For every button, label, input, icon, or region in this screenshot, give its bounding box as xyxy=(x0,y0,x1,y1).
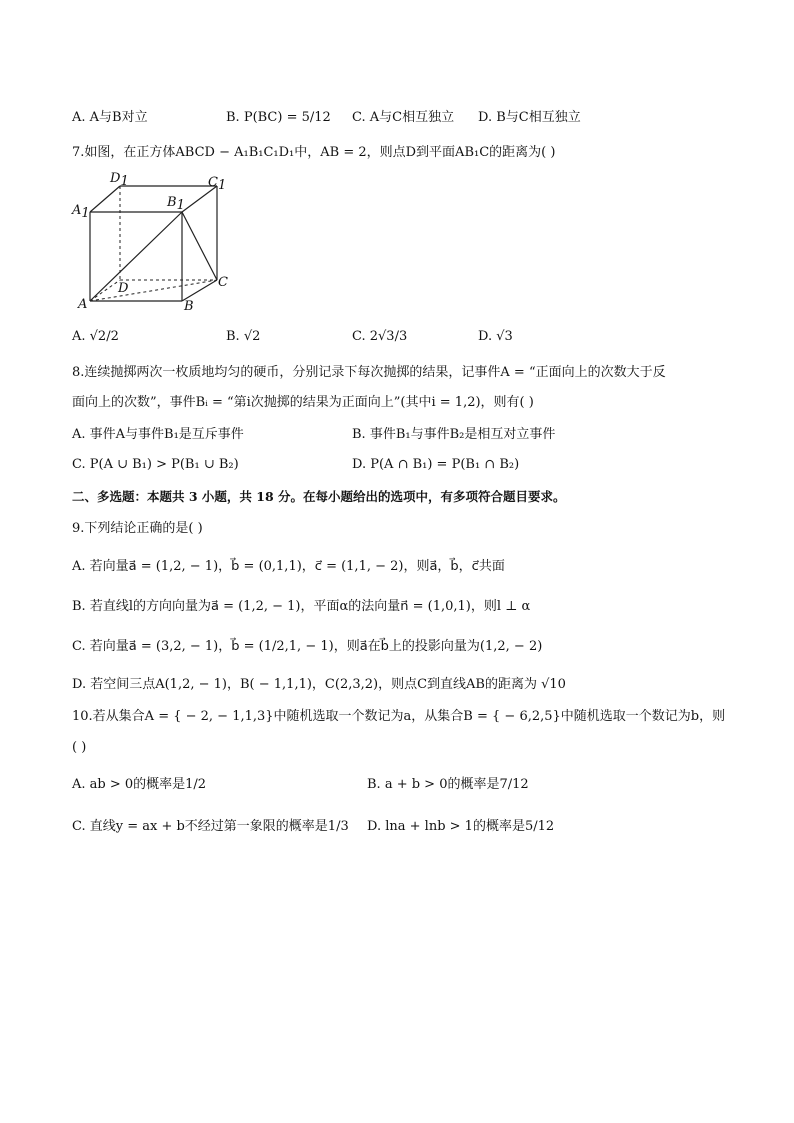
q9-option-c: C. 若向量a⃗ = (3,2, − 1)，b⃗ = (1/2,1, − 1)，则a⃗在b⃗上的投影向量为(1,2, − 2) xyxy=(72,639,543,654)
label-c1: C1 xyxy=(208,175,227,193)
section-heading-multiple-choice: 二、多选题：本题共 3 小题，共 18 分。在每小题给出的选项中，有多项符合题目要求。 xyxy=(72,489,566,504)
q10-option-b: B. a + b > 0的概率是7/12 xyxy=(367,777,529,792)
q9-option-d: D. 若空间三点A(1,2, − 1)，B( − 1,1,1)，C(2,3,2)，则点C到直线AB的距离为 √10 xyxy=(72,677,566,692)
q6-option-c: C. A与C相互独立 xyxy=(352,110,455,125)
label-d1: D1 xyxy=(110,171,129,189)
label-b: B xyxy=(184,299,194,314)
q9-stem: 9.下列结论正确的是( ) xyxy=(72,521,203,536)
q10-option-d: D. lna + lnb > 1的概率是5/12 xyxy=(367,819,555,834)
label-d: D xyxy=(118,281,129,296)
q10-stem-line1: 10.若从集合A = { − 2, − 1,1,3}中随机选取一个数记为a，从集合B = { − 6,2,5}中随机选取一个数记为b，则 xyxy=(72,709,726,724)
q8-option-a: A. 事件A与事件B₁是互斥事件 xyxy=(72,427,244,442)
edge-b1c xyxy=(182,212,217,280)
q6-option-b: B. P(BC) = 5/12 xyxy=(226,110,331,125)
q8-option-c: C. P(A ∪ B₁) > P(B₁ ∪ B₂) xyxy=(72,457,239,472)
edge-a1d1 xyxy=(90,186,120,212)
q7-option-a: A. √2/2 xyxy=(72,329,119,344)
q7-option-d: D. √3 xyxy=(478,329,513,344)
label-b1: B1 xyxy=(167,195,185,213)
q7-option-c: C. 2√3/3 xyxy=(352,329,408,344)
q6-option-d: D. B与C相互独立 xyxy=(478,110,581,125)
q10-option-c: C. 直线y = ax + b不经过第一象限的概率是1/3 xyxy=(72,819,349,834)
q10-option-a: A. ab > 0的概率是1/2 xyxy=(72,777,207,792)
q8-option-d: D. P(A ∩ B₁) = P(B₁ ∩ B₂) xyxy=(352,457,520,472)
label-c: C xyxy=(218,275,228,290)
q10-stem-line2: ( ) xyxy=(72,740,87,755)
edge-ad xyxy=(90,280,120,301)
q8-option-b: B. 事件B₁与事件B₂是相互对立事件 xyxy=(352,427,556,442)
q6-option-a: A. A与B对立 xyxy=(72,110,148,125)
q8-stem-line2: 面向上的次数”，事件Bᵢ = “第i次抛掷的结果为正面向上”(其中i = 1,2)，则有( ) xyxy=(72,395,534,410)
q7-option-b: B. √2 xyxy=(226,329,261,344)
q8-stem-line1: 8.连续抛掷两次一枚质地均匀的硬币，分别记录下每次抛掷的结果，记事件A = “正面向上的次数大于反 xyxy=(72,365,666,380)
q9-option-a: A. 若向量a⃗ = (1,2, − 1)，b⃗ = (0,1,1)，c⃗ = (1,1, − 2)，则a⃗，b⃗，c⃗共面 xyxy=(72,559,505,574)
q9-option-b: B. 若直线l的方向向量为a⃗ = (1,2, − 1)，平面α的法向量n⃗ = (1,0,1)，则l ⊥ α xyxy=(72,599,531,614)
cube-figure xyxy=(70,168,240,318)
q7-stem: 7.如图，在正方体ABCD − A₁B₁C₁D₁中，AB = 2，则点D到平面AB₁C的距离为( ) xyxy=(72,145,556,160)
label-a1: A1 xyxy=(72,203,90,221)
label-a: A xyxy=(78,297,88,312)
